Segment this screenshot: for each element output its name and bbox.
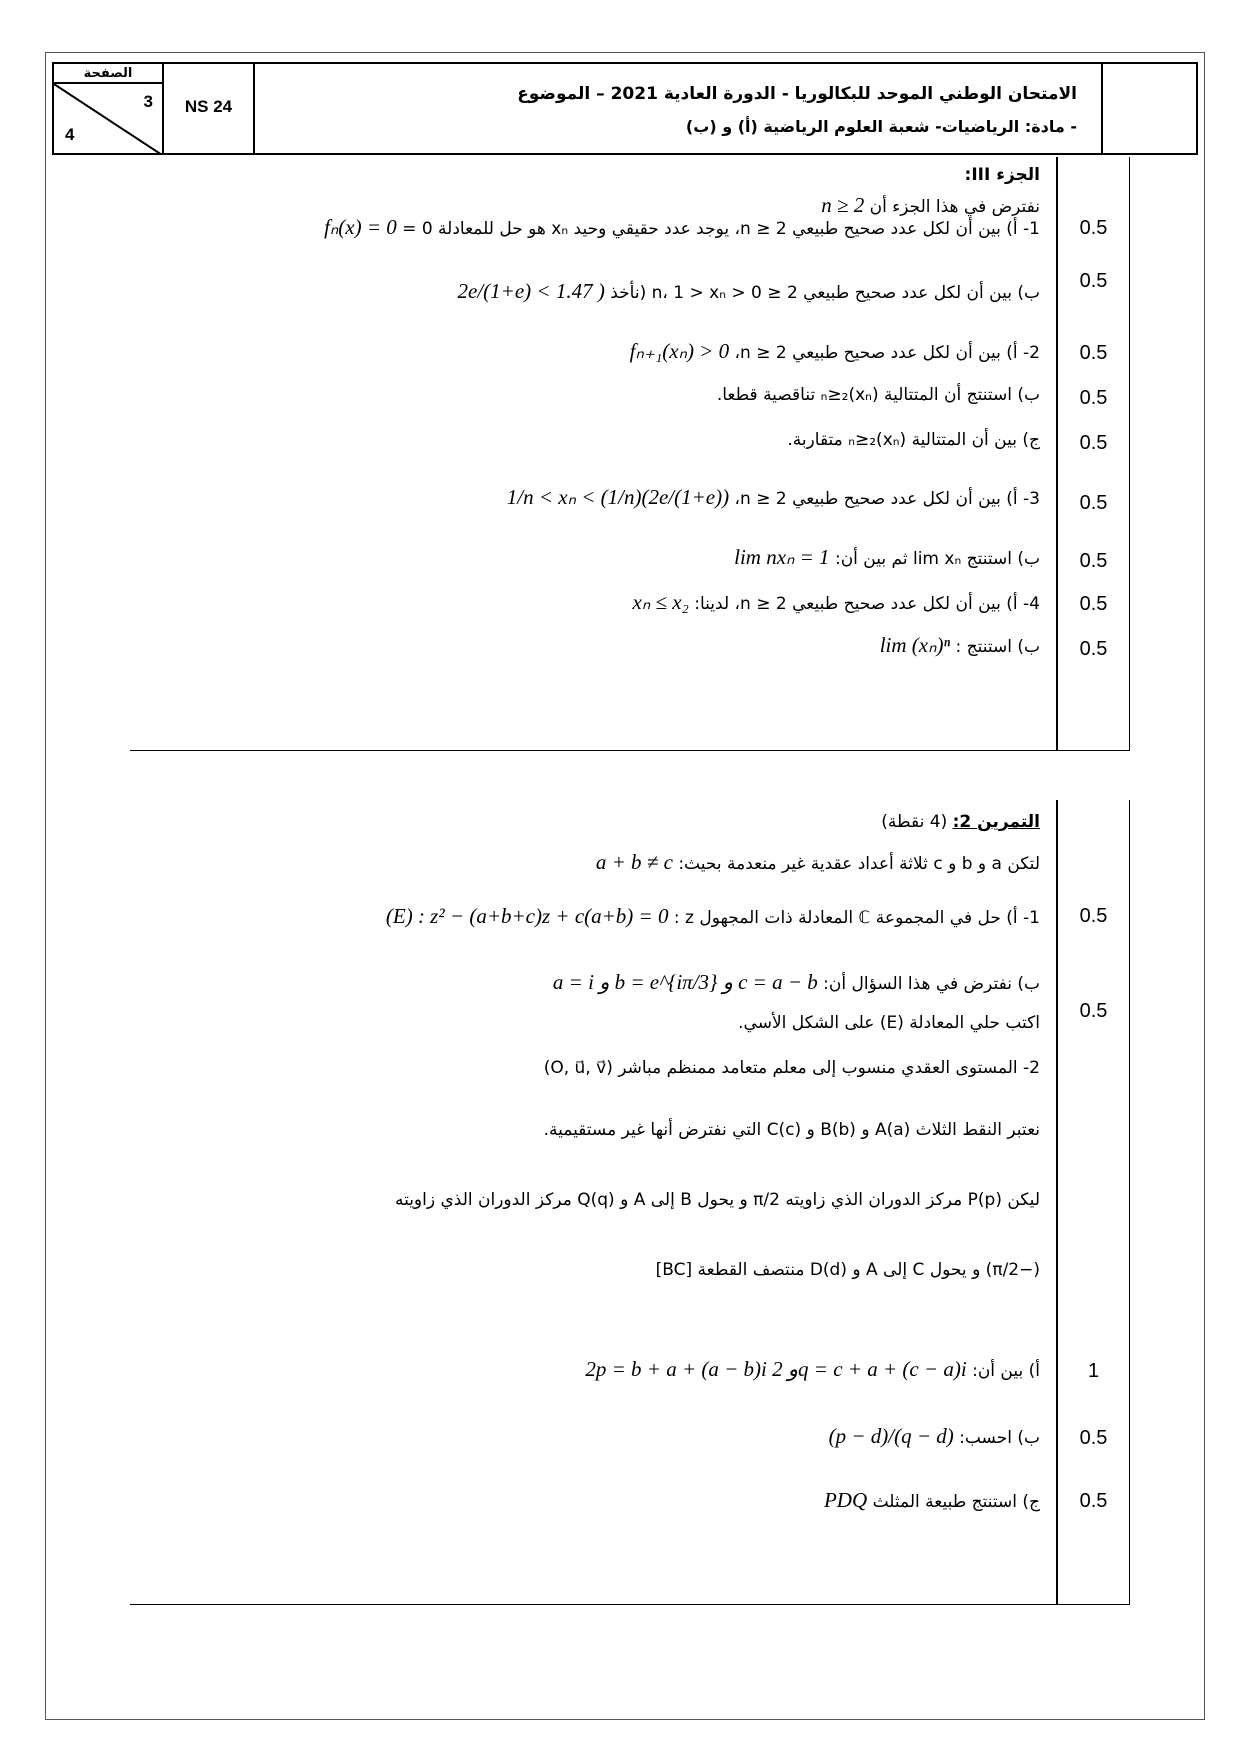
question-text: ب) احسب: bbox=[959, 1428, 1040, 1448]
item-score: 0.5 bbox=[1079, 432, 1108, 454]
question-math: PDQ bbox=[823, 1488, 868, 1512]
page-current: 3 bbox=[143, 92, 153, 111]
page-label: الصفحة bbox=[54, 64, 162, 84]
question-text: أ) بين أن: bbox=[972, 1361, 1040, 1381]
question-math: fₙ₊₁(xₙ) > 0 bbox=[629, 339, 730, 363]
question-text: ب) استنتج lim xₙ ثم بين أن: bbox=[834, 549, 1040, 569]
assumption-text: نفترض في هذا الجزء أن bbox=[869, 197, 1040, 217]
item-score: 0.5 bbox=[1079, 593, 1108, 615]
question-math: (p − d)/(q − d) bbox=[828, 1424, 954, 1448]
intro-text: لتكن a و b و c ثلاثة أعداد عقدية غير منعدمة بحيث: bbox=[678, 854, 1040, 874]
page-number-cell bbox=[54, 64, 164, 153]
question-text: ج) استنتج طبيعة المثلث bbox=[872, 1492, 1040, 1512]
assumption-math: n ≥ 2 bbox=[821, 193, 865, 217]
question-text: ب) نفترض في هذا السؤال أن: bbox=[823, 974, 1040, 994]
question-2b: ب) استنتج أن المتتالية (xₙ)ₙ≥₂ تناقصية قطعا. bbox=[716, 385, 1040, 405]
question-text: 4- أ) بين أن لكل عدد صحيح طبيعي 2 ≤ n، لدينا: bbox=[694, 594, 1040, 614]
question-1b bbox=[458, 279, 1040, 304]
question-2a bbox=[630, 339, 1040, 364]
content-column bbox=[130, 157, 1057, 750]
question-3a bbox=[507, 485, 1040, 510]
part3-section bbox=[130, 157, 1130, 751]
question-2b bbox=[829, 1424, 1040, 1449]
question-math: 1/n < xₙ < (1/n)(2e/(1+e)) bbox=[506, 485, 730, 509]
exam-code: NS 24 bbox=[184, 97, 233, 116]
question-1b bbox=[553, 970, 1040, 995]
question-1a bbox=[324, 215, 1040, 240]
question-math: fₙ(x) = 0 bbox=[324, 215, 397, 239]
exercise2-intro bbox=[596, 850, 1040, 875]
item-score: 0.5 bbox=[1079, 217, 1108, 239]
part3-heading: الجزء III: bbox=[964, 165, 1040, 185]
question-1a bbox=[386, 904, 1040, 929]
item-score: 0.5 bbox=[1079, 1000, 1108, 1022]
question-2-intro: 2- المستوى العقدي منسوب إلى معلم متعامد ممنظم مباشر (O, u⃗, v⃗) bbox=[543, 1058, 1040, 1078]
question-text: 1- أ) حل في المجموعة ℂ المعادلة ذات المجهول z : bbox=[673, 908, 1040, 928]
question-2c: ج) بين أن المتتالية (xₙ)ₙ≥₂ متقاربة. bbox=[787, 430, 1040, 450]
question-text: 2- أ) بين أن لكل عدد صحيح طبيعي 2 ≤ n، bbox=[734, 343, 1040, 363]
exercise2-points: (4 نقطة) bbox=[881, 812, 948, 832]
question-2a bbox=[585, 1357, 1040, 1382]
item-score: 0.5 bbox=[1079, 270, 1108, 292]
question-text: ب) استنتج : bbox=[955, 637, 1040, 657]
exam-header bbox=[52, 62, 1198, 155]
exam-code-cell bbox=[164, 64, 255, 153]
exercise2-title bbox=[881, 812, 1040, 832]
item-score: 0.5 bbox=[1079, 342, 1108, 364]
question-text: ب) بين أن لكل عدد صحيح طبيعي 2 ≤ n، 1 > xₙ > 0 (نأخذ bbox=[610, 283, 1040, 303]
question-1b-part2: اكتب حلي المعادلة (E) على الشكل الأسي. bbox=[738, 1013, 1040, 1033]
intro-math: a + b ≠ c bbox=[595, 850, 673, 874]
question-math: (E) : z² − (a+b+c)z + c(a+b) = 0 bbox=[385, 904, 669, 928]
item-score: 0.5 bbox=[1079, 905, 1108, 927]
exam-subject: - مادة: الرياضيات- شعبة العلوم الرياضية (أ) و (ب) bbox=[685, 117, 1077, 136]
question-math: 2p = b + a + (a − b)i و 2q = c + a + (c − a)i bbox=[585, 1357, 967, 1381]
page-total: 4 bbox=[65, 125, 75, 144]
question-text: 3- أ) بين أن لكل عدد صحيح طبيعي 2 ≤ n، bbox=[734, 489, 1040, 509]
exam-title-cell bbox=[255, 64, 1103, 153]
question-4a bbox=[633, 590, 1041, 615]
exercise2-section bbox=[130, 800, 1130, 1605]
item-score: 0.5 bbox=[1079, 1490, 1108, 1512]
item-score: 0.5 bbox=[1079, 387, 1108, 409]
question-math: lim nxₙ = 1 bbox=[734, 545, 830, 569]
item-score: 0.5 bbox=[1079, 1427, 1108, 1449]
question-2-points: نعتبر النقط الثلاث A(a) و B(b) و C(c) التي نفترض أنها غير مستقيمية. bbox=[543, 1120, 1040, 1140]
question-math: 2e/(1+e) < 1.47 ) bbox=[457, 279, 605, 303]
question-math: a = i و b = e^{iπ/3} و c = a − b bbox=[552, 970, 818, 994]
exercise2-heading: التمرين 2: bbox=[952, 812, 1040, 832]
question-3b bbox=[734, 545, 1040, 570]
question-math: lim (xₙ)ⁿ bbox=[879, 633, 951, 657]
question-2-rotation-2: (−π/2) و يحول C إلى A و D(d) منتصف القطعة [BC] bbox=[655, 1260, 1040, 1280]
item-score: 1 bbox=[1087, 1360, 1100, 1382]
item-score: 0.5 bbox=[1079, 638, 1108, 660]
item-score: 0.5 bbox=[1079, 550, 1108, 572]
question-text: 1- أ) بين أن لكل عدد صحيح طبيعي 2 ≤ n، يوجد عدد حقيقي وحيد xₙ هو حل للمعادلة 0 = bbox=[402, 219, 1040, 239]
header-blank-cell bbox=[1103, 64, 1196, 153]
question-2c bbox=[824, 1488, 1040, 1513]
question-math: xₙ ≤ x₂ bbox=[632, 590, 689, 614]
exam-title: الامتحان الوطني الموحد للبكالوريا - الدورة العادية 2021 – الموضوع bbox=[517, 84, 1077, 104]
question-4b bbox=[880, 633, 1040, 658]
question-2-rotation-1: ليكن P(p) مركز الدوران الذي زاويته π/2 و يحول B إلى A و Q(q) مركز الدوران الذي زاويته bbox=[394, 1190, 1040, 1210]
item-score: 0.5 bbox=[1079, 492, 1108, 514]
